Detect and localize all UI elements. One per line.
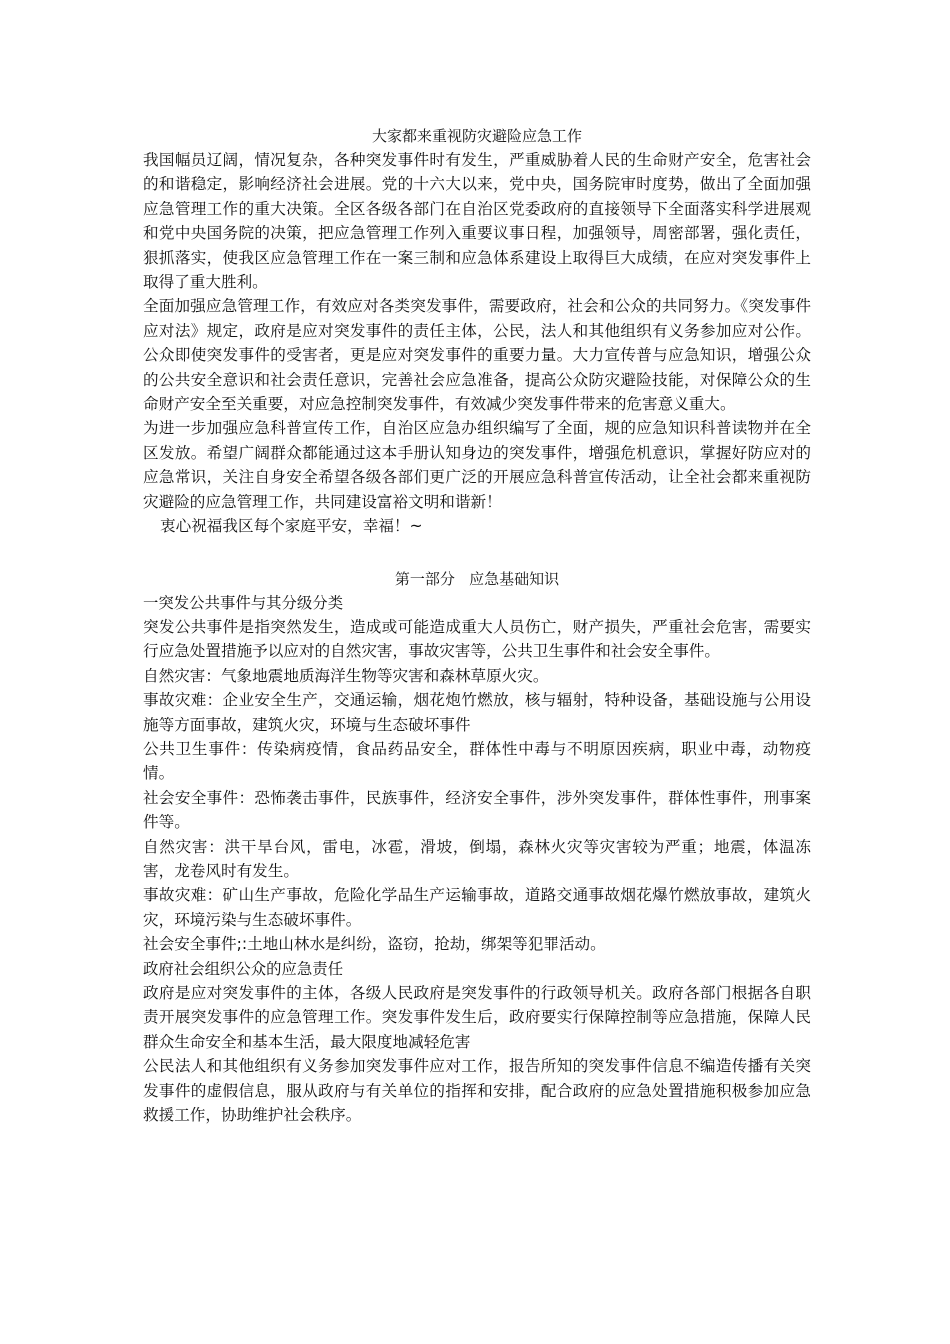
paragraph-government-responsibility: 政府是应对突发事件的主体，各级人民政府是突发事件的行政领导机关。政府各部门根据各自职责开展突发事件的应急管理工作。突发事件发生后，政府要实行保障控制等应急措施，保障人民群众生命安全和基本生活，最大限度地减轻危害: [143, 984, 811, 1051]
paragraph-social-security: 社会安全事件：恐怖袭击事件，民族事件，经济安全事件，涉外突发事件，群体性事件，刑事案件等。: [143, 788, 811, 832]
intro-paragraph-2: 全面加强应急管理工作，有效应对各类突发事件，需要政府，社会和公众的共同努力。《突发事件应对法》规定，政府是应对突发事件的责任主体，公民，法人和其他组织有义务参加应对公作。公众即使突发事件的受害者，更是应对突发事件的重要力量。大力宣传普与应急知识，增强公众的公共安全意识和社会责任意识，完善社会应急准备，提高公众防灾避险技能，对保障公众的生命财产安全至关重要，对应急控制突发事件，有效减少突发事件带来的危害意义重大。: [143, 297, 811, 414]
paragraph-accident-disaster-regional: 事故灾难：矿山生产事故，危险化学品生产运输事故，道路交通事故烟花爆竹燃放事故，建筑火灾，环境污染与生态破坏事件。: [143, 886, 811, 929]
part-title: 第一部分 应急基础知识: [394, 569, 560, 588]
document-title: 大家都来重视防灾避险应急工作: [371, 127, 582, 145]
paragraph-public-health: 公共卫生事件：传染病疫情，食品药品安全，群体性中毒与不明原因疾病，职业中毒，动物疫情。: [143, 739, 811, 783]
section-heading-classification: 一突发公共事件与其分级分类: [143, 593, 344, 612]
intro-paragraph-1: 我国幅员辽阔，情况复杂，各种突发事件时有发生，严重威胁着人民的生命财产安全，危害社会的和谐稳定，影响经济社会进展。党的十六大以来，党中央，国务院审时度势，做出了全面加强应急管理工作的重大决策。全区各级各部门在自治区党委政府的直接领导下全面落实科学进展观和党中央国务院的决策，把应急管理工作列入重要议事日程，加强领导，周密部署，强化责任，狠抓落实，使我区应急管理工作在一案三制和应急体系建设上取得巨大成绩，在应对突发事件上取得了重大胜利。: [143, 151, 811, 292]
document-page: [143, 124, 811, 1127]
paragraph-natural-disaster-regional: 自然灾害：洪干旱台风，雷电，冰雹，滑坡，倒塌，森林火灾等灾害较为严重；地震，体温冻害，龙卷风时有发生。: [143, 837, 811, 880]
paragraph-social-security-regional: 社会安全事件;:土地山林水是纠纷，盗窃，抢劫，绑架等犯罪活动。: [143, 935, 606, 954]
section-spacer: [143, 539, 811, 567]
paragraph-public-responsibility: 公民法人和其他组织有义务参加突发事件应对工作，报告所知的突发事件信息不编造传播有关突发事件的虚假信息，服从政府与有关单位的指挥和安排，配合政府的应急处置措施积极参加应急救援工作，协助维护社会秩序。: [143, 1057, 811, 1125]
blessing-line: 衷心祝福我区每个家庭平安，幸福！~: [160, 517, 423, 536]
paragraph-accident-disaster: 事故灾难：企业安全生产，交通运输，烟花炮竹燃放，核与辐射，特种设备，基础设施与公用设施等方面事故，建筑火灾，环境与生态破坏事件: [143, 691, 811, 734]
intro-paragraph-3: 为进一步加强应急科普宣传工作，自治区应急办组织编写了全面，规的应急知识科普读物并在全区发放。希望广阔群众都能通过这本手册认知身边的突发事件，增强危机意识，掌握好防应对的应急常识，关注自身安全希望各级各部们更广泛的开展应急科普宣传活动，让全社会都来重视防灾避险的应急管理工作，共同建设富裕文明和谐新！: [143, 419, 811, 511]
paragraph-definition: 突发公共事件是指突然发生，造成或可能造成重大人员伤亡，财产损失，严重社会危害，需要实行应急处置措施予以应对的自然灾害，事故灾害等，公共卫生事件和社会安全事件。: [143, 617, 811, 661]
paragraph-natural-disaster: 自然灾害：气象地震地质海洋生物等灾害和森林草原火灾。: [143, 666, 549, 685]
section-heading-responsibility: 政府社会组织公众的应急责任: [143, 959, 344, 978]
